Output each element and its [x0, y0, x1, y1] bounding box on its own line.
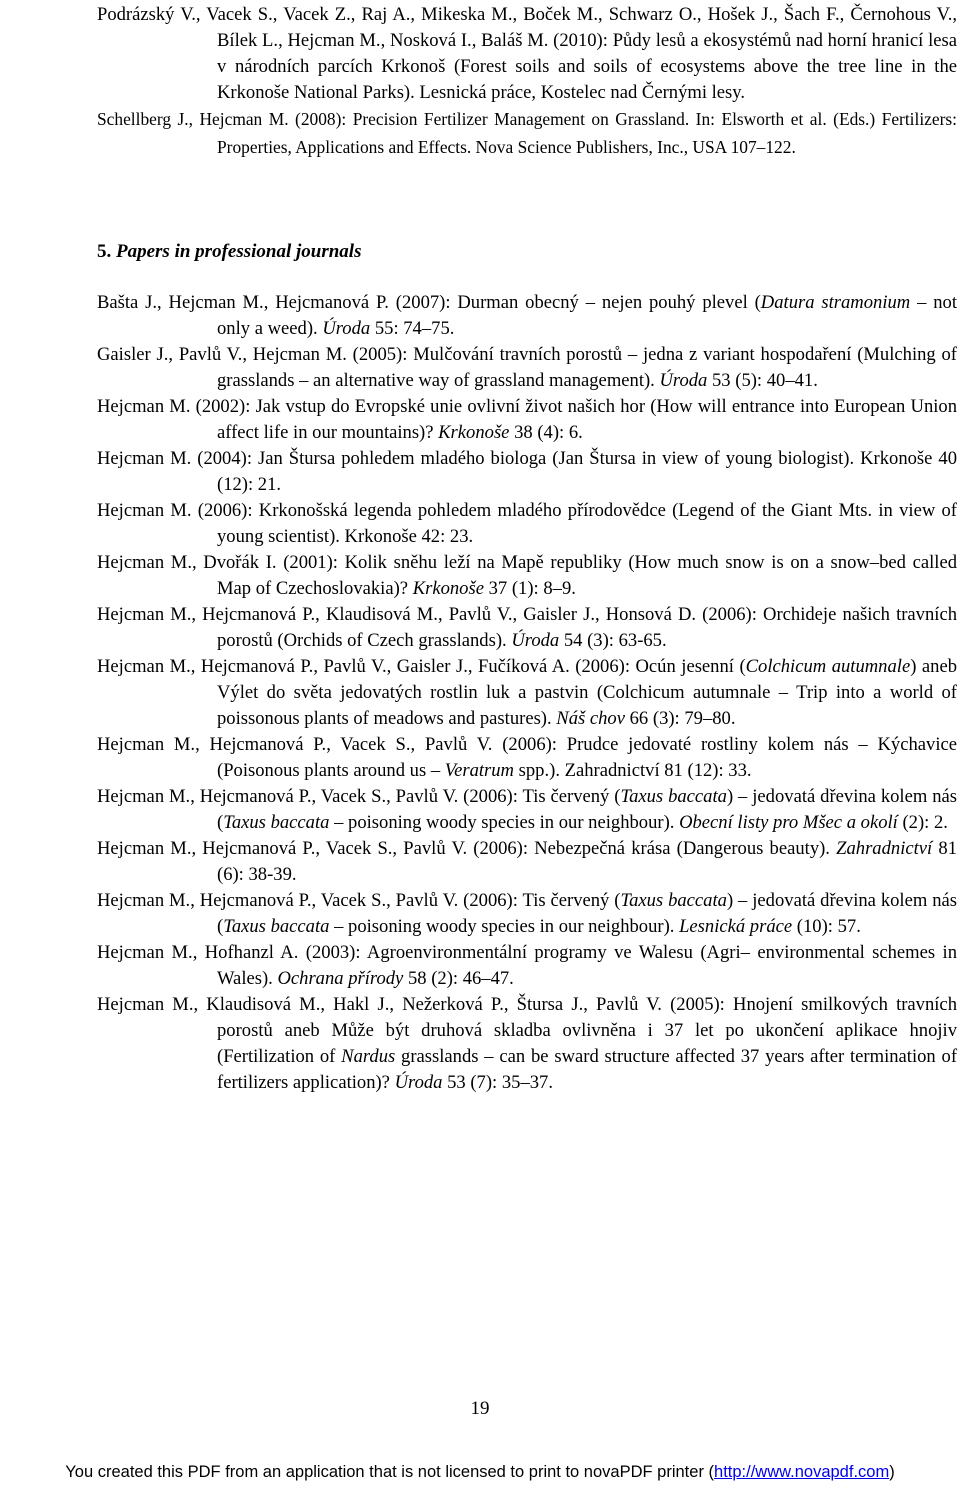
reference-italic-text: Úroda: [511, 630, 560, 651]
reference-entry: [97, 732, 957, 784]
reference-italic-text: Taxus baccata: [223, 812, 330, 833]
reference-text: Schellberg J., Hejcman M. (2008): Precision Fertilizer Management on Grassland. In: Elsworth et al. (Eds.) Fertilizers: Properties, Applications and Effects. Nova Science Publishers, Inc., USA 107–122.: [97, 109, 957, 157]
reference-text: Hejcman M., Hejcmanová P., Vacek S., Pavlů V. (2006): Prudce jedovaté rostliny kolem nás – Kýchavice (Poisonous plants around us –: [97, 734, 957, 781]
reference-italic-text: Nardus: [341, 1046, 396, 1067]
reference-italic-text: Lesnická práce: [679, 916, 793, 937]
novapdf-link[interactable]: http://www.novapdf.com: [714, 1463, 890, 1481]
reference-text: Hejcman M., Hejcmanová P., Vacek S., Pavlů V. (2006): Tis červený (: [97, 786, 621, 807]
reference-text: Hejcman M., Hejcmanová P., Pavlů V., Gaisler J., Fučíková A. (2006): Ocún jesenní (: [97, 656, 746, 677]
reference-entry: [97, 836, 957, 888]
footer-text: You created this PDF from an application that is not licensed to print to novaPDF printer (: [65, 1463, 715, 1481]
reference-entry: [97, 992, 957, 1096]
reference-text: Bašta J., Hejcman M., Hejcmanová P. (2007): Durman obecný – nejen pouhý plevel (: [97, 292, 761, 313]
reference-text: 58 (2): 46–47.: [403, 968, 514, 989]
reference-list-journals: [97, 290, 957, 1096]
reference-text: 53 (5): 40–41.: [707, 370, 818, 391]
reference-text: 66 (3): 79–80.: [624, 708, 736, 729]
section-title: Papers in professional journals: [116, 241, 362, 262]
reference-list-top: [97, 2, 957, 161]
reference-italic-text: Veratrum: [444, 760, 514, 781]
reference-entry: [97, 784, 957, 836]
reference-text: – poisoning woody species in our neighbour).: [329, 916, 680, 937]
reference-text: Hejcman M. (2006): Krkonošská legenda pohledem mladého přírodovědce (Legend of the Giant Mts. in view of young scientist). Krkonoše 42: 23.: [97, 500, 957, 547]
reference-text: – not only a weed).: [217, 292, 957, 339]
reference-text: grasslands – can be sward structure affected 37 years after termination of fertilizers application)?: [217, 1046, 958, 1093]
section-heading: [97, 241, 361, 263]
reference-entry: [97, 602, 957, 654]
reference-text: Hejcman M., Dvořák I. (2001): Kolik sněhu leží na Mapě republiky (How much snow is on a snow–bed called Map of Czechoslovakia)?: [97, 552, 957, 599]
reference-entry: [97, 654, 957, 732]
pdf-license-footer: [0, 1463, 960, 1482]
reference-text: Gaisler J., Pavlů V., Hejcman M. (2005): Mulčování travních porostů – jedna z variant hospodaření (Mulching of grasslands – an alternative way of grassland management).: [97, 344, 957, 391]
reference-text: ) – jedovatá dřevina kolem nás (: [217, 786, 957, 833]
reference-entry: [97, 446, 957, 498]
page-number: 19: [470, 1398, 490, 1419]
reference-italic-text: Taxus baccata: [620, 890, 727, 911]
reference-entry: [97, 2, 957, 106]
reference-text: (10): 57.: [792, 916, 861, 937]
reference-italic-text: Ochrana přírody: [277, 968, 404, 989]
reference-text: Hejcman M., Hejcmanová P., Vacek S., Pavlů V. (2006): Nebezpečná krása (Dangerous beauty).: [97, 838, 837, 859]
reference-text: 38 (4): 6.: [509, 422, 583, 443]
reference-text: ) – jedovatá dřevina kolem nás (: [217, 890, 957, 937]
reference-text: Hejcman M., Hejcmanová P., Vacek S., Pavlů V. (2006): Tis červený (: [97, 890, 621, 911]
reference-italic-text: Krkonoše: [438, 422, 510, 443]
reference-text: – poisoning woody species in our neighbour).: [329, 812, 680, 833]
reference-italic-text: Krkonoše: [412, 578, 484, 599]
reference-text: 37 (1): 8–9.: [483, 578, 576, 599]
reference-entry: [97, 342, 957, 394]
reference-text: Hejcman M., Hejcmanová P., Klaudisová M., Pavlů V., Gaisler J., Honsová D. (2006): Orchideje našich travních porostů (Orchids of Czech grasslands).: [97, 604, 957, 651]
reference-text: Hejcman M. (2002): Jak vstup do Evropské unie ovlivní život našich hor (How will entrance into European Union affect life in our mountains)?: [97, 396, 957, 443]
reference-italic-text: Úroda: [394, 1072, 443, 1093]
reference-entry: [97, 394, 957, 446]
footer-text-end: ): [889, 1463, 895, 1481]
reference-text: 81 (6): 38-39.: [217, 838, 957, 885]
reference-text: ) aneb Výlet do světa jedovatých rostlin luk a pastvin (Colchicum autumnale – Trip into a world of poissonous plants of meadows and pastures).: [217, 656, 957, 729]
reference-italic-text: Datura stramonium: [760, 292, 911, 313]
reference-text: Hejcman M., Klaudisová M., Hakl J., Nežerková P., Štursa J., Pavlů V. (2005): Hnojení smilkových travních porostů aneb Může být druhová skladba ovlivněna i 37 let po ukončení aplikace hnojiv (Fertilization of: [97, 994, 957, 1067]
reference-text: (2): 2.: [897, 812, 948, 833]
section-number: 5.: [97, 241, 112, 262]
reference-entry: [97, 888, 957, 940]
reference-entry: [97, 106, 957, 161]
reference-entry: [97, 498, 957, 550]
reference-entry: [97, 550, 957, 602]
reference-text: 54 (3): 63-65.: [559, 630, 667, 651]
reference-text: Podrázský V., Vacek S., Vacek Z., Raj A., Mikeska M., Boček M., Schwarz O., Hošek J., Šach F., Černohous V., Bílek L., Hejcman M., Nosková I., Baláš M. (2010): Půdy lesů a ekosystémů nad horní hranicí lesa v národních parcích Krkonoš (Forest soils and soils of ecosystems above the tree line in the Krkonoše National Parks). Lesnická práce, Kostelec nad Černými lesy.: [97, 4, 957, 103]
reference-entry: [97, 290, 957, 342]
reference-italic-text: Colchicum autumnale: [745, 656, 911, 677]
reference-italic-text: Úroda: [322, 318, 371, 339]
reference-text: Hejcman M. (2004): Jan Štursa pohledem mladého biologa (Jan Štursa in view of young biologist). Krkonoše 40 (12): 21.: [97, 448, 957, 495]
reference-italic-text: Úroda: [659, 370, 708, 391]
reference-text: Hejcman M., Hofhanzl A. (2003): Agroenvironmentální programy ve Walesu (Agri– environmental schemes in Wales).: [97, 942, 957, 989]
reference-text: 55: 74–75.: [370, 318, 455, 339]
reference-text: spp.). Zahradnictví 81 (12): 33.: [514, 760, 752, 781]
reference-italic-text: Zahradnictví: [836, 838, 933, 859]
reference-italic-text: Taxus baccata: [620, 786, 727, 807]
reference-entry: [97, 940, 957, 992]
reference-text: 53 (7): 35–37.: [442, 1072, 553, 1093]
reference-italic-text: Obecní listy pro Mšec a okolí: [679, 812, 898, 833]
reference-italic-text: Taxus baccata: [223, 916, 330, 937]
reference-italic-text: Náš chov: [556, 708, 625, 729]
